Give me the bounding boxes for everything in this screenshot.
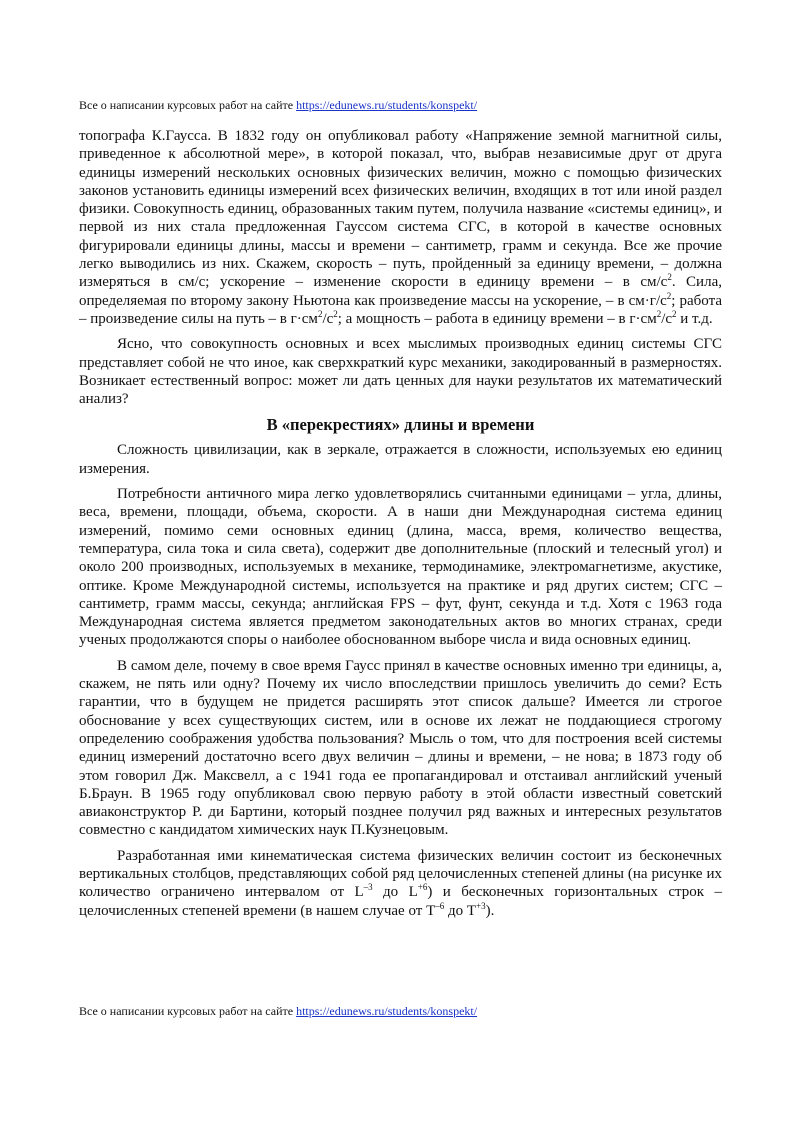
footer-note-text: Все о написании курсовых работ на сайте	[79, 1004, 294, 1018]
paragraph-2: Ясно, что совокупность основных и всех мыслимых производных единиц системы СГС представляет собой не что иное, как сверхкраткий курс механики, закодированный в размерностях. Возникает естественный вопрос: может ли дать ценных для науки результатов их математический анализ?	[79, 336, 722, 408]
header-link[interactable]: https://edunews.ru/students/konspekt/	[296, 98, 478, 112]
header-note	[79, 98, 477, 112]
paragraph-3: Сложность цивилизации, как в зеркале, отражается в сложности, используемых ею единиц измерения.	[79, 442, 722, 477]
paragraph-4: Потребности античного мира легко удовлетворялись считанными единицами – угла, длины, веса, времени, площади, объема, скорости. А в наши дни Международная система единиц измерений, помимо семи основных единиц (длина, масса, время, количество вещества, температура, сила тока и сила света), содержит две дополнительные (плоский и телесный угол) и около 200 производных, используемых в механике, термодинамике, электромагнетизме, акустике, оптике. Кроме Международной системы, используется на практике и ряд других систем; СГС – сантиметр, грамм массы, секунда; английская FPS – фут, фунт, секунда и т.д. Хотя с 1963 года Международная система является предметом законодательных актов во многих странах, среди ученых продолжаются споры о наиболее обоснованном выборе числа и вида основных единиц.	[79, 486, 722, 649]
section-heading: В «перекрестиях» длины и времени	[266, 415, 535, 435]
paragraph-1: топографа К.Гаусса. В 1832 году он опубликовал работу «Напряжение земной магнитной силы, приведенное к абсолютной мере», в которой показал, что, выбрав независимые друг от друга единицы измерений нескольких основных физических величин, можно с помощью физических законов установить единицы измерений всех физических величин, входящих в тот или иной раздел физики. Совокупность единиц, образованных таким путем, получила название «системы единиц», и первой из них стала предложенная Гауссом система СГС, в которой в качестве основных фигурировали единицы длины, массы и времени – сантиметр, грамм и секунда. Все же прочие легко выводились из них. Скажем, скорость – путь, пройденный за единицу времени, – должна измеряться в см/с; ускорение – изменение скорости в единицу времени – в $см/с^2$. Сила, определяемая по второму закону Ньютона как произведение массы на ускорение, – в $см\cdot г/с^2$; работа – произведение силы на путь – в $г\cdot см^2/с^2$; а мощность – работа в единицу времени – в $г\cdot см^2/с^2$ и т.д.	[79, 128, 723, 327]
footer-note	[79, 1004, 477, 1018]
document-body	[79, 127, 722, 920]
paragraph-6: Разработанная ими кинематическая система физических величин состоит из бесконечных вертикальных столбцов, представляющих собой ряд целочисленных степеней длины (на рисунке их количество ограничено интервалом от $L^{-3}$ до $L^{+6}$) и бесконечных горизонтальных строк – целочисленных степеней времени (в нашем случае от $T^{-6}$ до $T^{+3}$).	[79, 847, 722, 919]
header-note-text: Все о написании курсовых работ на сайте	[79, 98, 294, 112]
paragraph-5: В самом деле, почему в свое время Гаусс принял в качестве основных именно три единицы, а, скажем, не пять или одну? Почему их число впоследствии пришлось увеличить до семи? Есть гарантии, что в будущем не придется расширять этот список дальше? Имеется ли строгое обоснование у всех существующих систем, или в основе их лежат не поддающиеся строгому определению соображения удобства пользования? Мысль о том, что для построения всей системы единиц измерений достаточно всего двух величин – длины и времени, – не нова; в 1873 году об этом говорил Дж. Максвелл, а с 1941 года ее пропагандировал и отстаивал английский ученый Б.Браун. В 1965 году опубликовал свою первую работу в этой области известный советский авиаконструктор Р. ди Бартини, который позднее получил ряд важных и интересных результатов совместно с кандидатом химических наук П.Кузнецовым.	[79, 657, 722, 839]
footer-link[interactable]: https://edunews.ru/students/konspekt/	[296, 1004, 478, 1018]
